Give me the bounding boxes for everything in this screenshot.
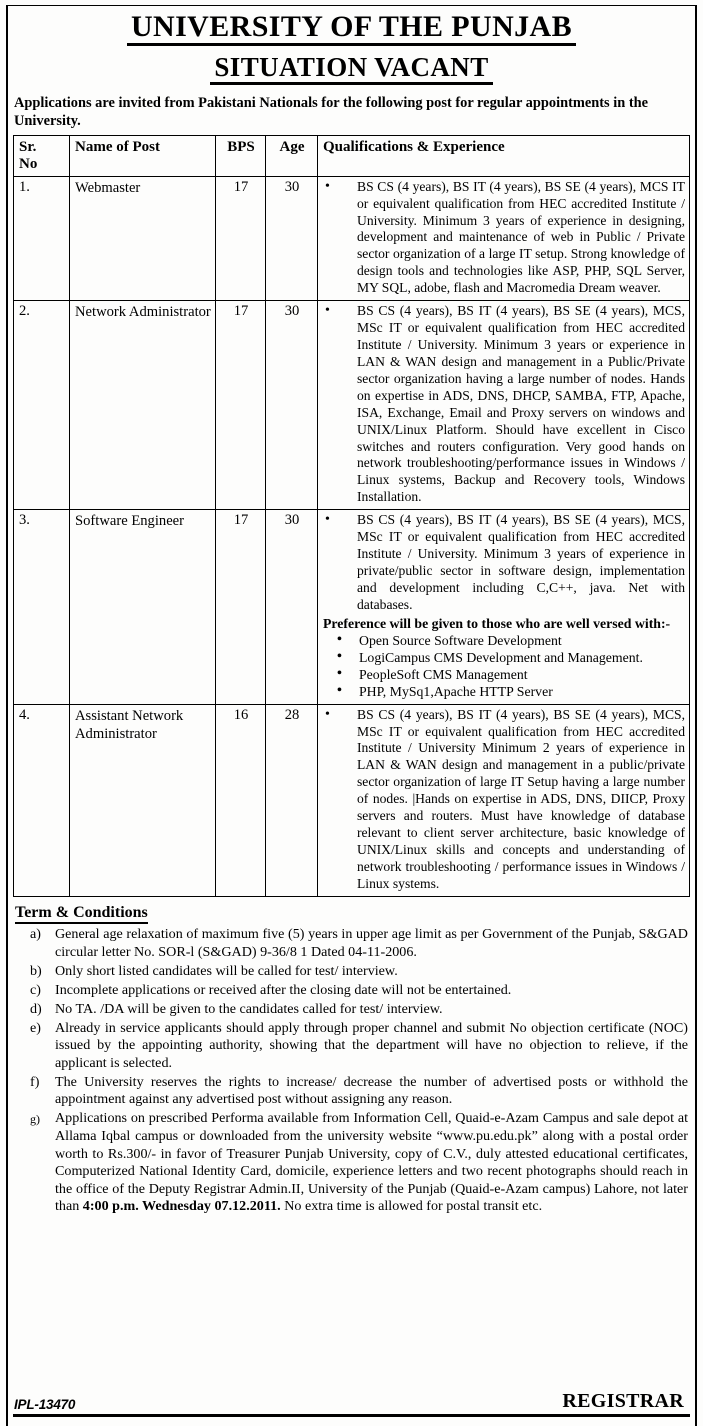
- preference-item: • Open Source Software Development: [323, 632, 685, 649]
- qualification-bullet-list: [323, 512, 685, 614]
- preference-item: • PeopleSoft CMS Management: [323, 666, 685, 683]
- term-marker: d): [30, 1000, 42, 1017]
- cell-bps: 16: [216, 704, 266, 896]
- table-row: [14, 301, 690, 510]
- cell-serial: 4.: [14, 704, 70, 896]
- footer: [13, 1391, 690, 1417]
- cell-age: 30: [266, 510, 318, 704]
- qualification-bullet-list: [323, 303, 685, 506]
- cell-age: 30: [266, 176, 318, 300]
- vacancies-table: [13, 135, 690, 897]
- table-header: [14, 136, 690, 177]
- term-text-part2: No extra time is allowed for postal transit etc.: [280, 1198, 543, 1215]
- term-text: The University reserves the rights to increase/ decrease the number of advertised posts or withhold the appointment against any advertised post without assigning any reason.: [55, 1073, 688, 1108]
- document-frame: [6, 5, 697, 1426]
- column-header-bps: BPS: [216, 136, 266, 177]
- qualification-bullet: • BS CS (4 years), BS IT (4 years), BS SE (4 years), MCS IT or equivalent qualification from HEC accredited Institute / University. Minimum 3 years of experience in designing, development and maintenance of web in Public / Private sector organization of a large IT setup. Strong knowledge of design tools and technologies like ASP, PHP, SQL Server, MY SQL, adobe, flash and Macromedia Dream weaver.: [323, 179, 685, 297]
- column-header-age: Age: [266, 136, 318, 177]
- title-block: [13, 9, 690, 85]
- qualification-bullet: • BS CS (4 years), BS IT (4 years), BS SE (4 years), MCS, MSc IT or equivalent qualification from HEC accredited Institute / University. Minimum 3 years or experience in LAN & WAN design and management in a Public/Private sector organization having a large number of nodes. Hands on expertise in ADS, DNS, DHCP, SAMBA, FTP, Apache, ISA, Exchange, Email and Proxy servers on windows and UNIX/Linux Platform. Should have excellent in Cisco switches and routers configuration. Very good hands on network troubleshooting/performance issues in Windows / Linux systems, Backup and Recovery tools, Windows Installation.: [323, 303, 685, 506]
- serial-header-line2: No: [19, 155, 38, 172]
- term-item: [13, 963, 688, 981]
- cell-qualifications: [318, 301, 690, 510]
- preference-item: • LogiCampus CMS Development and Management.: [323, 649, 685, 666]
- cell-serial: 1.: [14, 176, 70, 300]
- table-body: [14, 176, 690, 896]
- preference-list: [323, 632, 685, 701]
- term-text: Already in service applicants should apply through proper channel and submit No objection certificate (NOC) issued by the appointing authority, showing that the department will have no objection to relieve, if the applicant is selected.: [55, 1019, 688, 1071]
- terms-list: [13, 926, 690, 1216]
- table-row: [14, 704, 690, 896]
- cell-bps: 17: [216, 301, 266, 510]
- cell-bps: 17: [216, 510, 266, 704]
- cell-post-name: Assistant Network Administrator: [70, 704, 216, 896]
- term-marker: b): [30, 962, 42, 979]
- cell-qualifications: [318, 704, 690, 896]
- cell-post-name: Software Engineer: [70, 510, 216, 704]
- reference-code: IPL-13470: [14, 1397, 76, 1412]
- intro-paragraph: Applications are invited from Pakistani Nationals for the following post for regular appointments in the University.: [14, 95, 649, 129]
- term-item: [13, 1074, 688, 1109]
- cell-bps: 17: [216, 176, 266, 300]
- term-marker: c): [30, 981, 41, 998]
- term-marker: f): [30, 1073, 40, 1090]
- term-item: [13, 926, 688, 961]
- qualification-bullet: • BS CS (4 years), BS IT (4 years), BS SE (4 years), MCS, MSc IT or equivalent qualification from HEC accredited Institute / University. Minimum 3 years of experience in private/public sector in software design, implementation and development including C,C++, java. Net with databases.: [323, 512, 685, 614]
- serial-header-line1: Sr.: [19, 139, 37, 156]
- term-item: [13, 1020, 688, 1073]
- column-header-post: Name of Post: [70, 136, 216, 177]
- column-header-qualifications: Qualifications & Experience: [318, 136, 690, 177]
- table-row: [14, 510, 690, 704]
- term-text: No TA. /DA will be given to the candidates called for test/ interview.: [55, 1000, 443, 1017]
- preference-heading: Preference will be given to those who are well versed with:-: [323, 615, 671, 631]
- cell-qualifications: [318, 176, 690, 300]
- cell-age: 28: [266, 704, 318, 896]
- cell-age: 30: [266, 301, 318, 510]
- qualification-bullet-list: [323, 707, 685, 893]
- qualification-bullet: • BS CS (4 years), BS IT (4 years), BS SE (4 years), MCS, MSc IT or equivalent qualification from HEC accredited Institute / University Minimum 2 years of experience in LAN & WAN design and management in a public/private sector organization of large IT Setup having a large number of nodes. |Hands on expertise in ADS, DNS, DIICP, Proxy servers and routers. Must have knowledge of database relevant to client server architecture, basic knowledge of UNIX/Linux skills and concepts and understanding of network troubleshooting / performance issues in Windows / Linux systems.: [323, 707, 685, 893]
- cell-post-name: Webmaster: [70, 176, 216, 300]
- application-deadline: 4:00 p.m. Wednesday 07.12.2011.: [82, 1198, 281, 1215]
- term-item: [13, 1001, 688, 1019]
- term-text: Incomplete applications or received after the closing date will not be entertained.: [55, 981, 512, 998]
- term-item: [13, 1110, 688, 1215]
- term-marker: a): [30, 926, 41, 943]
- cell-serial: 3.: [14, 510, 70, 704]
- table-header-row: [14, 136, 690, 177]
- table-row: [14, 176, 690, 300]
- column-header-serial: [14, 136, 70, 177]
- term-text: General age relaxation of maximum five (5) years in upper age limit as per Government of the Punjab, S&GAD circular letter No. SOR-l (S&GAD) 9-36/8 1 Dated 04-11-2006.: [55, 926, 688, 960]
- term-marker: g): [30, 1112, 40, 1127]
- term-marker: e): [30, 1019, 41, 1036]
- preference-item: • PHP, MySq1,Apache HTTP Server: [323, 683, 685, 700]
- term-text: Only short listed candidates will be called for test/ interview.: [55, 962, 398, 979]
- cell-qualifications: [318, 510, 690, 704]
- term-item: [13, 982, 688, 1000]
- page-title: UNIVERSITY OF THE PUNJAB: [127, 11, 576, 46]
- terms-heading: Term & Conditions: [15, 904, 148, 924]
- signature-registrar: REGISTRAR: [562, 1390, 684, 1412]
- cell-post-name: Network Administrator: [70, 301, 216, 510]
- term-text-part1: Applications on prescribed Performa available from Information Cell, Quaid-e-Azam Campus and sale depot at Allama Iqbal campus or downloaded from the university website “www.pu.edu.pk” along with a postal order worth to Rs.300/- in favor of Treasurer Punjab University, copy of C.V., duly attested educational certificates, Computerized National Identity Card, domicile, experience letters and two recent photographs should reach in the office of the Deputy Registrar Admin.II, University of the Punjab (Quaid-e-Azam campus) Lahore, not later than: [55, 1110, 688, 1215]
- cell-serial: 2.: [14, 301, 70, 510]
- page-subtitle: SITUATION VACANT: [210, 53, 492, 85]
- qualification-bullet-list: [323, 179, 685, 297]
